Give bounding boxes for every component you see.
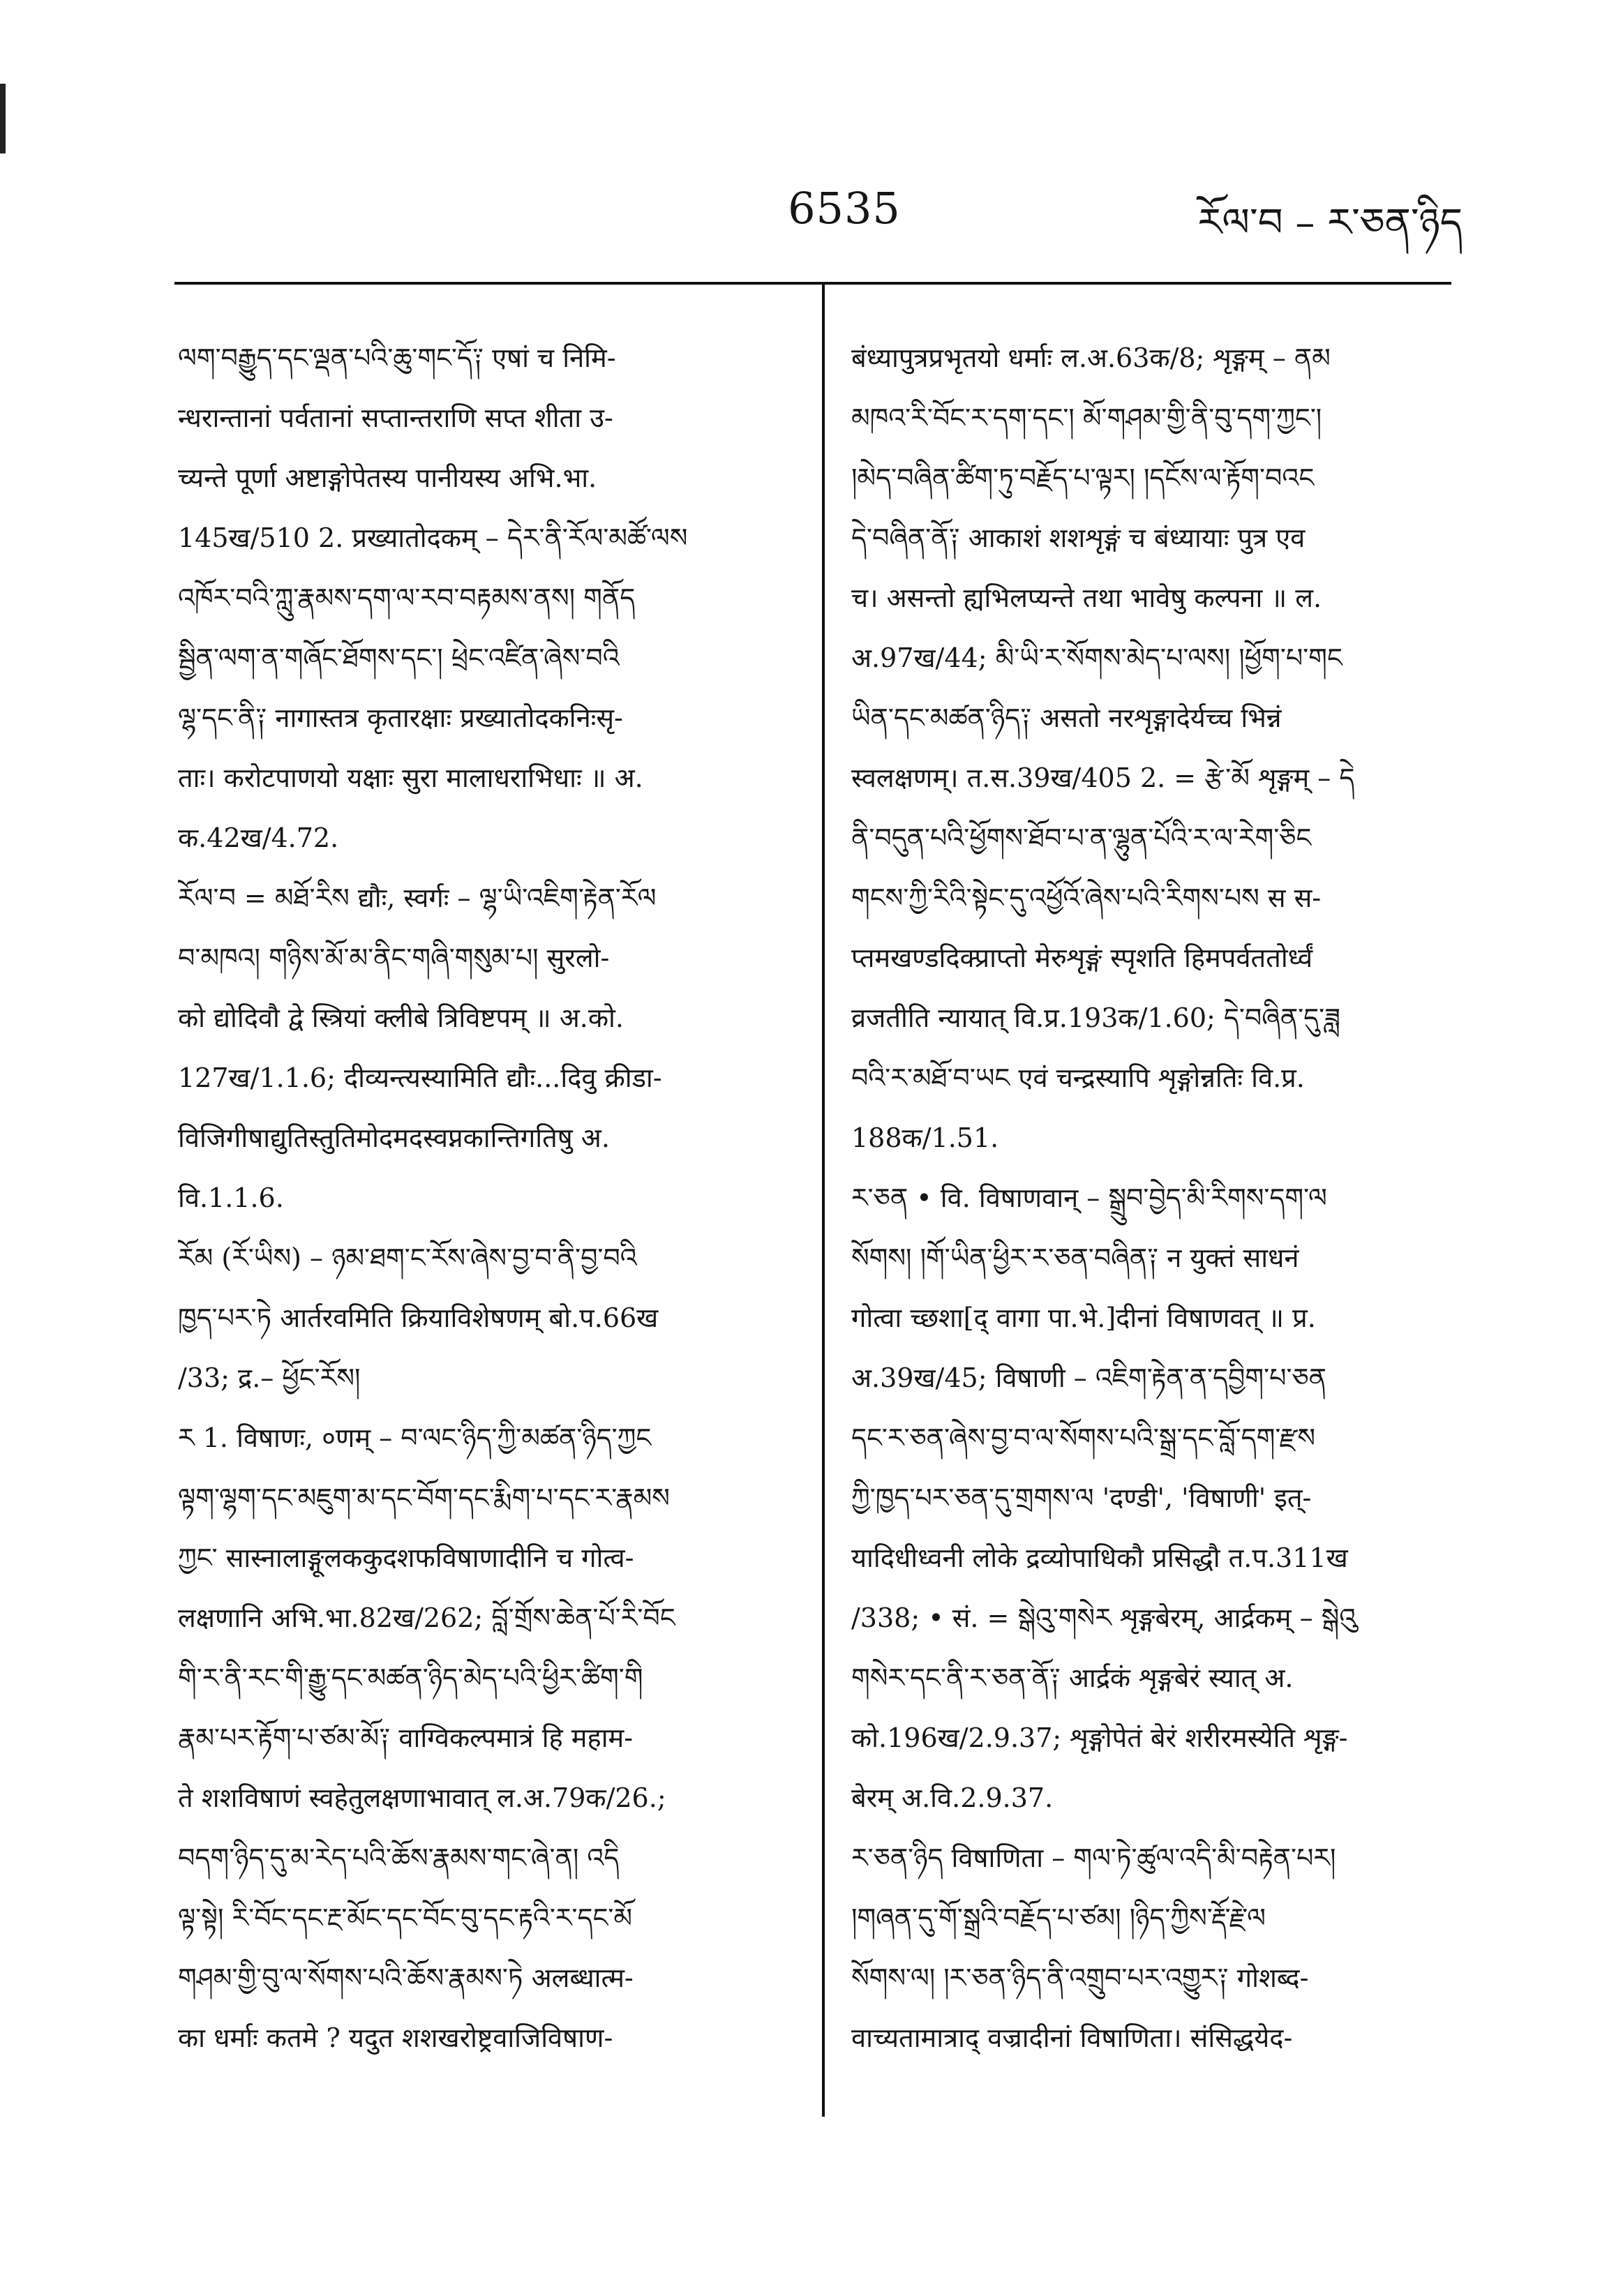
text-line: ताः। करोटपाणयो यक्षाः सुरा मालाधराभिधाः ॥ अ. (178, 763, 643, 793)
text-line: གི་ར་ནི་རང་གི་རྒྱུ་དང་མཚན་ཉིད་མེད་པའི་ཕྱིར་ཚིག་གི (178, 1663, 643, 1693)
text-line: འཁོར་བའི་ཀླུ་རྣམས་དག་ལ་རབ་བརྟམས་ནས། གནོད (178, 583, 636, 613)
text-line: གཤམ་གྱི་བུ་ལ་སོགས་པའི་ཆོས་རྣམས་ཏེ अलब्धात्म- (178, 1963, 634, 1993)
text-line: ར་ཅན་ཉིད विषाणिता – གལ་ཏེ་ཚུལ་འདི་མི་བརྟེན་པར། (851, 1843, 1336, 1873)
text-line: །གཞན་དུ་གོ་སྒྲའི་བརྗོད་པ་ཙམ། །ཉིད་ཀྱིས་རྡོ་རྗེ་ལ (851, 1903, 1266, 1933)
text-line: ལྷ་དང་ནི༑ नागास्तत्र कृतारक्षाः प्रख्यातोदकनिःसृ- (178, 703, 623, 733)
text-line: बेरम् अ.वि.2.9.37. (851, 1783, 1054, 1813)
text-line: ते शशविषाणं स्वहेतुलक्षणाभावात् ल.अ.79क/26.; (178, 1783, 666, 1813)
text-line: 145ख/510 2. प्रख्यातोदकम् – དེར་ནི་རོལ་མཚོ་ལས (178, 523, 688, 553)
text-line: བ་མཁའ། གཉིས་མོ་མ་ནིང་གཞི་གསུམ་པ། सुरलो- (178, 943, 610, 973)
text-line: विजिगीषाद्युतिस्तुतिमोदमदस्वप्नकान्तिगतिषु अ. (178, 1123, 610, 1153)
text-line: को द्योदिवौ द्वे स्त्रियां क्लीबे त्रिविष्टपम् ॥ अ.को. (178, 1003, 624, 1033)
text-line: ཡིན་དང་མཚན་ཉིད༑ असतो नरशृङ्गादेर्यच्च भिन्नं (851, 703, 1282, 733)
text-line: བདག་ཉིད་དུ་མ་རེད་པའི་ཆོས་རྣམས་གང་ཞེ་ན། འདི (178, 1843, 620, 1873)
text-line: यादिधीध्वनी लोके द्रव्योपाधिकौ प्रसिद्धौ त.प.311ख (851, 1543, 1348, 1573)
text-line: །མེད་བཞིན་ཚིག་ཏུ་བརྗོད་པ་ལྟར། །དངོས་ལ་རྟོག་བའང (851, 463, 1315, 493)
header-rule (174, 282, 1451, 285)
text-line: वाच्यतामात्राद् वज्रादीनां विषाणिता। संसिद्धयेद- (851, 2023, 1293, 2053)
text-line: ལག་བརྒྱུད་དང་ལྡན་པའི་ཆུ་གང་དོ༑ एषां च निमि- (178, 343, 616, 373)
text-line: ཀྱི་ཁྱད་པར་ཅན་དུ་གྲགས་ལ 'दण्डी', 'विषाणी' इत्- (851, 1483, 1312, 1513)
text-line: स्वलक्षणम्। त.स.39ख/405 2. = རྩེ་མོ शृङ्गम् – དེ (851, 763, 1355, 793)
text-line: च्यन्ते पूर्णा अष्टाङ्गोपेतस्य पानीयस्य अभि.भा. (178, 463, 597, 493)
text-line: དང་ར་ཅན་ཞེས་བྱ་བ་ལ་སོགས་པའི་སྒྲ་དང་བློ་དག་རྫས (851, 1423, 1316, 1453)
text-line: དེ་བཞིན་ནོ༑ आकाशं शशशृङ्गं च बंध्यायाः पुत्र एव (851, 523, 1306, 553)
text-line: ར 1. विषाणः, ०णम् – བ་ལང་ཉིད་ཀྱི་མཚན་ཉིད་ཀྱང (178, 1423, 652, 1453)
text-line: སོགས་ལ། །ར་ཅན་ཉིད་ནི་འགྲུབ་པར་འགྱུར༑ गोशब्द- (851, 1963, 1309, 1993)
text-line: 188क/1.51. (851, 1123, 999, 1153)
text-line: ར་ཅན • वि. विषाणवान् – སྒྲུབ་བྱེད་མི་རིགས་དག་ལ (851, 1183, 1327, 1213)
scan-margin-mark (0, 84, 6, 153)
text-line: བའི་ར་མཐོ་བ་ཡང एवं चन्द्रस्यापि शृङ्गोन्नतिः वि.प्र. (851, 1063, 1305, 1093)
text-line: को.196ख/2.9.37; शृङ्गोपेतं बेरं शरीरमस्येति शृङ्ग- (851, 1723, 1348, 1753)
text-line: མཁའ་རི་བོང་ར་དག་དང་། མོ་གཤམ་གྱི་ནི་བུ་དག་ཀྱང་། (851, 403, 1322, 433)
text-line: का धर्माः कतमे ? यदुत शशखरोष्ट्रवाजिविषाण- (178, 2023, 613, 2053)
running-head: རོལ་བ – ར་ཅན་ཉིད (1197, 200, 1463, 246)
text-line: /33; द्र.– ཕྱོང་རོས། (178, 1363, 361, 1393)
text-line: སོགས། །གོ་ཡིན་ཕྱིར་ར་ཅན་བཞིན༑ न युक्तं साधनं (851, 1243, 1299, 1273)
text-line: अ.39ख/45; विषाणी – འཇིག་རྟེན་ན་དབྱིག་པ་ཅན (851, 1363, 1326, 1393)
text-line: लक्षणानि अभि.भा.82ख/262; བློ་གྲོས་ཆེན་པོ་རི་བོང (178, 1603, 675, 1633)
text-line: प्तमखण्डदिक्प्राप्तो मेरुशृङ्गं स्पृशति हिमपर्वततोर्ध्वं (851, 943, 1313, 973)
text-line: སྦྱིན་ལག་ན་གཞོང་ཐོགས་དང་། ཕྲེང་འཛིན་ཞེས་བའི (178, 643, 620, 673)
text-line: गोत्वा च्छशा[द् वागा पा.भे.]दीनां विषाणवत् ॥ प्र. (851, 1303, 1316, 1333)
text-line: अ.97ख/44; མི་ཡི་ར་སོགས་མེད་པ་ལས། །ཕྱོག་པ་གང (851, 643, 1342, 673)
text-line: རོམ (རོ་ཡིས) – ཉམ་ཐག་ང་རོས་ཞེས་བྱ་བ་ནི་བྱ་བའི (178, 1243, 637, 1273)
text-line: རྣམ་པར་རྟོག་པ་ཙམ་མོ༑ वाग्विकल्पमात्रं हि महाम- (178, 1723, 634, 1753)
right-column (851, 328, 1458, 2068)
page-number: 6535 (788, 183, 901, 234)
text-line: वि.1.1.6. (178, 1183, 284, 1213)
text-line: क.42ख/4.72. (178, 823, 339, 853)
text-line: ཀྱང་ सास्नालाङ्गूलककुदशफविषाणादीनि च गोत्व- (178, 1543, 634, 1573)
text-line: ཁྱད་པར་ཏེ आर्तरवमिति क्रियाविशेषणम् बो.प.66ख (178, 1303, 659, 1333)
left-column (178, 328, 799, 2068)
text-line: च। असन्तो ह्यभिलप्यन्ते तथा भावेषु कल्पना ॥ ल. (851, 583, 1322, 613)
text-line: व्रजतीति न्यायात् वि.प्र.193क/1.60; དེ་བཞིན་དུ་ཟླ (851, 1003, 1340, 1033)
text-line: 127ख/1.1.6; दीव्यन्त्यस्यामिति द्यौः...दिवु क्रीडा- (178, 1063, 662, 1093)
text-line: རོལ་བ = མཐོ་རིས द्यौः, स्वर्गः – ལྷ་ཡི་འཇིག་རྟེན་རོལ (178, 883, 657, 913)
text-line: གསེར་དང་ནི་ར་ཅན་ནོ༑ आर्द्रकं शृङ्गबेरं स्यात् अ. (851, 1663, 1294, 1693)
text-line: ནི་བདུན་པའི་ཕྱོགས་ཐོབ་པ་ན་ལྷུན་པོའི་ར་ལ་རེག་ཅིང (851, 823, 1312, 853)
text-line: ལྟ་སྟེ། རི་བོང་དང་རྔ་མོང་དང་བོང་བུ་དང་རྟའི་ར་དང་མོ (178, 1903, 633, 1933)
column-divider (822, 282, 825, 2117)
text-line: न्धरान्तानां पर्वतानां सप्तान्तराणि सप्त शीता उ- (178, 403, 613, 433)
text-line: बंध्यापुत्रप्रभृतयो धर्माः ल.अ.63क/8; शृङ्गम् – ནམ (851, 343, 1331, 373)
text-line: གངས་ཀྱི་རིའི་སྟེང་དུ་འཕྱོའོ་ཞེས་པའི་རིགས་པས स स- (851, 883, 1322, 913)
text-line: /338; • सं. = སྒེའུ་གསེར शृङ्गबेरम्, आर्द्रकम् – སྒེའུ (851, 1603, 1357, 1633)
text-line: ལྟག་ལྷག་དང་མཇུག་མ་དང་བོག་དང་རྨིག་པ་དང་ར་རྣམས (178, 1483, 670, 1513)
